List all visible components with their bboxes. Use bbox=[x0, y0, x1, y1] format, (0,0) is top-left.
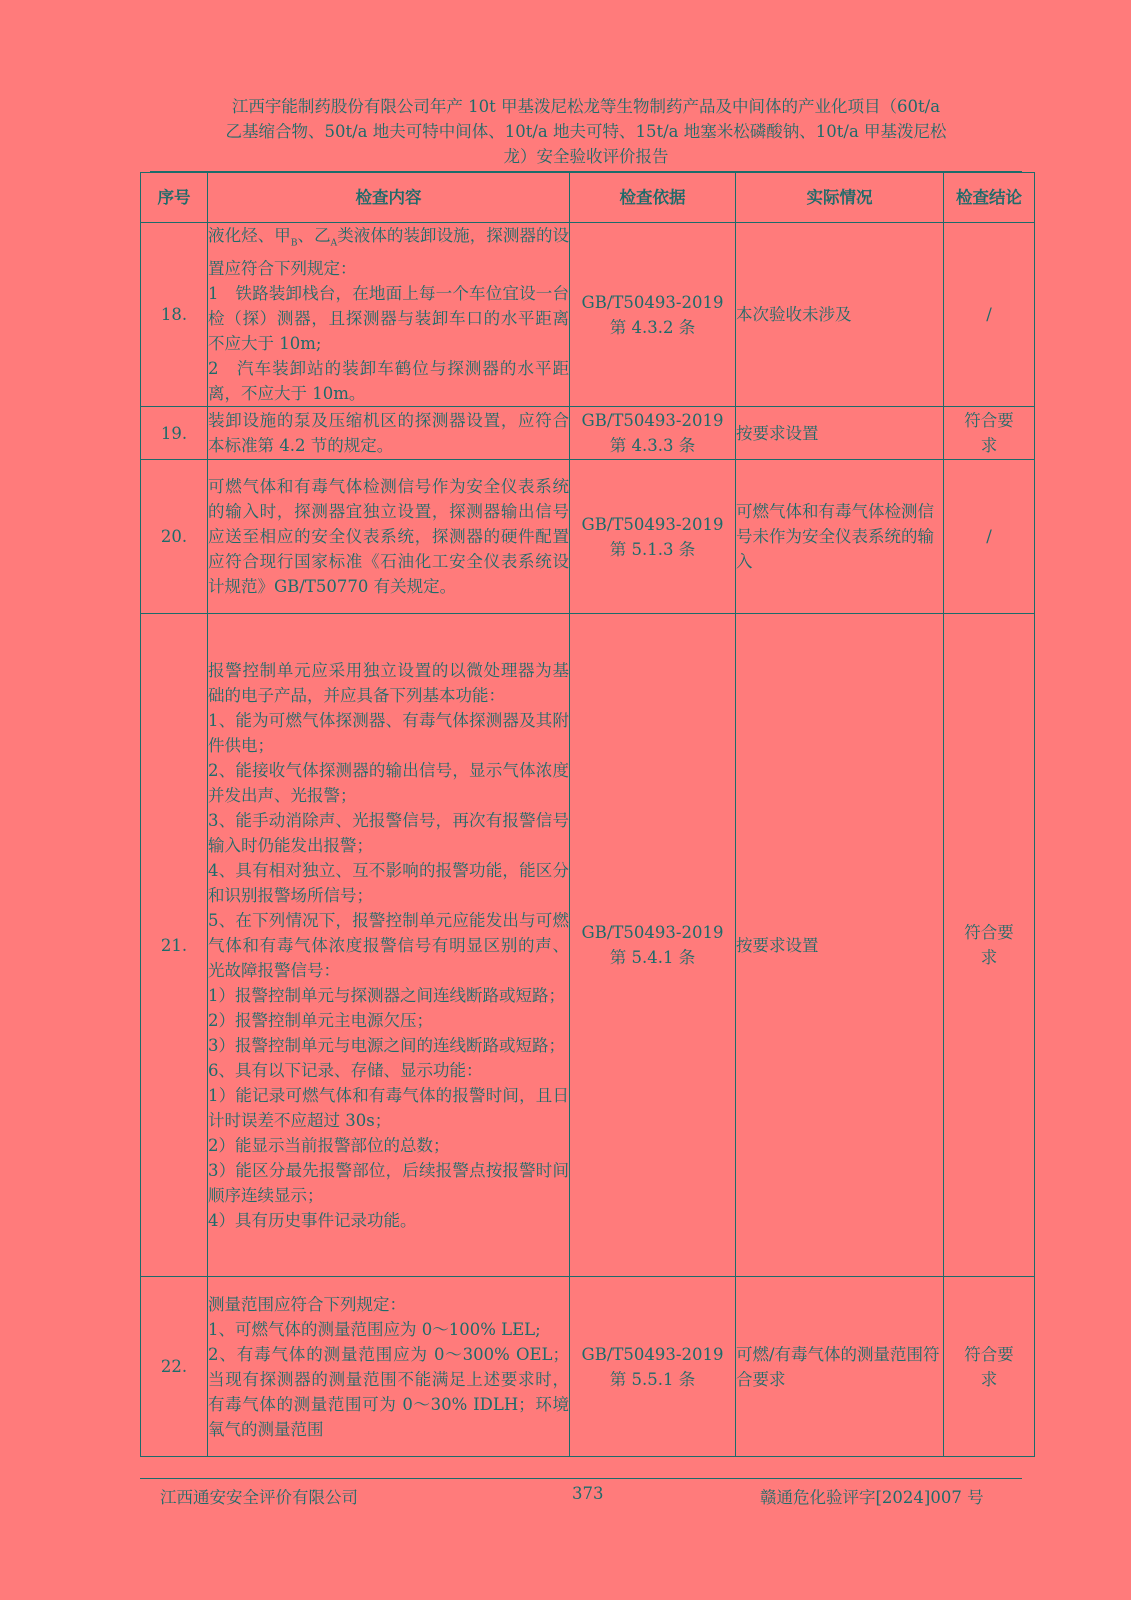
row-no: 20. bbox=[141, 460, 208, 614]
report-title bbox=[150, 94, 1022, 169]
row-basis: GB/T50493-2019 第 5.5.1 条 bbox=[570, 1277, 736, 1457]
row-no: 18. bbox=[141, 223, 208, 407]
row-conclusion: 符合要求 bbox=[944, 1277, 1035, 1457]
row-basis: GB/T50493-2019 第 5.1.3 条 bbox=[570, 460, 736, 614]
row-actual: 按要求设置 bbox=[736, 407, 944, 460]
row-conclusion: / bbox=[944, 223, 1035, 407]
row-no: 22. bbox=[141, 1277, 208, 1457]
row-no: 19. bbox=[141, 407, 208, 460]
row-basis: GB/T50493-2019 第 5.4.1 条 bbox=[570, 614, 736, 1277]
title-line-2: 乙基缩合物、50t/a 地夫可特中间体、10t/a 地夫可特、15t/a 地塞米松磷酸钠、10t/a 甲基泼尼松 bbox=[225, 122, 947, 141]
row-no: 21. bbox=[141, 614, 208, 1277]
table-row bbox=[141, 460, 1035, 614]
row-actual: 可燃/有毒气体的测量范围符合要求 bbox=[736, 1277, 944, 1457]
header-no: 序号 bbox=[141, 173, 208, 223]
table-row bbox=[141, 614, 1035, 1277]
row-conclusion: 符合要求 bbox=[944, 407, 1035, 460]
row-basis: GB/T50493-2019 第 4.3.3 条 bbox=[570, 407, 736, 460]
table-header-row bbox=[141, 173, 1035, 223]
row-conclusion: / bbox=[944, 460, 1035, 614]
row-content: 测量范围应符合下列规定： 1、可燃气体的测量范围应为 0～100% LEL; 2、有毒气体的测量范围应为 0～300% OEL；当现有探测器的测量范围不能满足上述要求时，有毒气体的测量范围可为 0～30% IDLH；环境氧气的测量范围 bbox=[208, 1277, 570, 1457]
inspection-table bbox=[140, 172, 1035, 1457]
footer-page-number: 373 bbox=[572, 1484, 604, 1503]
row-content: 报警控制单元应采用独立设置的以微处理器为基础的电子产品，并应具备下列基本功能： 1、能为可燃气体探测器、有毒气体探测器及其附件供电； 2、能接收气体探测器的输出信号，显示气体浓度并发出声、光报警； 3、能手动消除声、光报警信号，再次有报警信号输入时仍能发出报警； 4、具有相对独立、互不影响的报警功能，能区分和识别报警场所信号； 5、在下列情况下，报警控制单元应能发出与可燃气体和有毒气体浓度报警信号有明显区别的声、光故障报警信号： 1）报警控制单元与探测器之间连线断路或短路； 2）报警控制单元主电源欠压； 3）报警控制单元与电源之间的连线断路或短路； 6、具有以下记录、存储、显示功能： 1）能记录可燃气体和有毒气体的报警时间，且日计时误差不应超过 30s； 2）能显示当前报警部位的总数； 3）能区分最先报警部位，后续报警点按报警时间顺序连续显示； 4）具有历史事件记录功能。 bbox=[208, 614, 570, 1277]
header-basis: 检查依据 bbox=[570, 173, 736, 223]
row-content: 液化烃、甲$_B$、乙$_A$类液体的装卸设施，探测器的设置应符合下列规定： 1 铁路装卸栈台，在地面上每一个车位宜设一台检（探）测器，且探测器与装卸车口的水平距离不应大于 10m; 2 汽车装卸站的装卸车鹤位与探测器的水平距离，不应大于 10m。 bbox=[208, 223, 570, 407]
table-row bbox=[141, 407, 1035, 460]
header-conclusion: 检查结论 bbox=[944, 173, 1035, 223]
row-conclusion: 符合要求 bbox=[944, 614, 1035, 1277]
row-basis: GB/T50493-2019 第 4.3.2 条 bbox=[570, 223, 736, 407]
row-content: 可燃气体和有毒气体检测信号作为安全仪表系统的输入时，探测器宜独立设置，探测器输出信号应送至相应的安全仪表系统，探测器的硬件配置应符合现行国家标准《石油化工安全仪表系统设计规范》GB/T50770 有关规定。 bbox=[208, 460, 570, 614]
header-actual: 实际情况 bbox=[736, 173, 944, 223]
row-actual: 本次验收未涉及 bbox=[736, 223, 944, 407]
row-actual: 可燃气体和有毒气体检测信号未作为安全仪表系统的输入 bbox=[736, 460, 944, 614]
table-row bbox=[141, 1277, 1035, 1457]
footer-doc-number: 赣通危化验评字[2024]007 号 bbox=[760, 1488, 984, 1507]
table-row bbox=[141, 223, 1035, 407]
row-actual: 按要求设置 bbox=[736, 614, 944, 1277]
footer-company: 江西通安安全评价有限公司 bbox=[160, 1488, 358, 1507]
title-line-3: 龙）安全验收评价报告 bbox=[503, 147, 669, 166]
row-content: 装卸设施的泵及压缩机区的探测器设置，应符合本标准第 4.2 节的规定。 bbox=[208, 407, 570, 460]
footer-rule bbox=[140, 1478, 1022, 1479]
title-line-1: 江西宇能制药股份有限公司年产 10t 甲基泼尼松龙等生物制药产品及中间体的产业化项目（60t/a bbox=[231, 97, 941, 116]
header-content: 检查内容 bbox=[208, 173, 570, 223]
